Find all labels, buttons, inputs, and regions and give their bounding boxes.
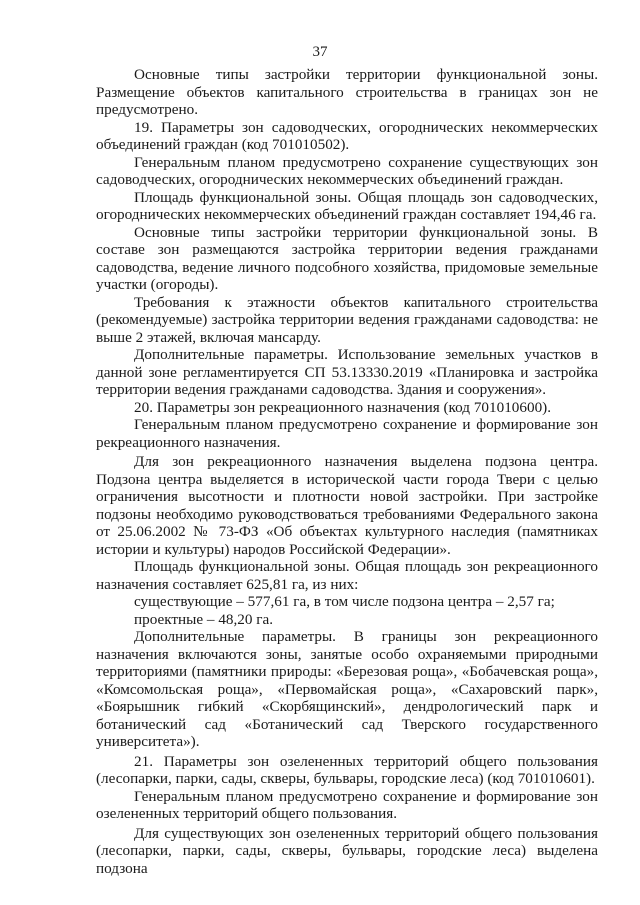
paragraph: Дополнительные параметры. Использование земельных участков в данной зоне регламентируется СП 53.13330.2019 «Планировка и застройка территории ведения гражданами садоводства. Здания и сооружения». [96, 346, 598, 398]
paragraph: Генеральным планом предусмотрено сохранение существующих зон садоводческих, огороднических некоммерческих объединений граждан. [96, 153, 598, 188]
paragraph: Площадь функциональной зоны. Общая площадь зон рекреационного назначения составляет 625,81 га, из них: [96, 558, 598, 593]
paragraph: Для зон рекреационного назначения выделена подзона центра. Подзона центра выделяется в исторической части города Твери с целью ограничения высотности и плотности новой застройки. При застройке подзоны необходимо руководствоваться требованиями Федерального закона от 25.06.2002 № 73-ФЗ «Об объектах культурного наследия (памятниках истории и культуры) народов Российской Федерации». [96, 453, 598, 558]
paragraph: Основные типы застройки территории функциональной зоны. Размещение объектов капитального строительства в границах зон не предусмотрено. [96, 66, 598, 118]
list-item: проектные – 48,20 га. [134, 610, 274, 628]
paragraph: Для существующих зон озелененных территорий общего пользования (лесопарки, парки, сады, скверы, бульвары, городские леса) выделена подзона [96, 824, 598, 877]
section-heading: 21. Параметры зон озелененных территорий общего пользования (лесопарки, парки, сады, скверы, бульвары, городские леса) (код 701010601). [96, 752, 598, 787]
section-heading: 20. Параметры зон рекреационного назначения (код 701010600). [134, 398, 552, 416]
section-heading: 19. Параметры зон садоводческих, огороднических некоммерческих объединений граждан (код 701010502). [96, 118, 598, 153]
paragraph: Генеральным планом предусмотрено сохранение и формирование зон озелененных территорий общего пользования. [96, 787, 598, 822]
paragraph: Дополнительные параметры. В границы зон рекреационного назначения включаются зоны, занятые особо охраняемыми природными территориями (памятники природы: «Березовая роща», «Бобачевская роща», «Комсомольская роща», «Первомайская роща», «Сахаровский парк», «Боярышник гибкий «Скорбящинский», дендрологический парк и ботанический сад «Ботанический сад Тверского государственного университета»). [96, 628, 598, 750]
paragraph: Основные типы застройки территории функциональной зоны. В составе зон размещаются застройка территории ведения гражданами садоводства, ведение личного подсобного хозяйства, придомовые земельные участки (огороды). [96, 223, 598, 293]
paragraph: Площадь функциональной зоны. Общая площадь зон садоводческих, огороднических некоммерческих объединений граждан составляет 194,46 га. [96, 188, 598, 223]
paragraph: Генеральным планом предусмотрено сохранение и формирование зон рекреационного назначения. [96, 416, 598, 451]
document-body [96, 66, 598, 877]
page-number: 37 [312, 44, 328, 60]
list-item: существующие – 577,61 га, в том числе подзона центра – 2,57 га; [134, 593, 555, 610]
paragraph: Требования к этажности объектов капитального строительства (рекомендуемые) застройка территории ведения гражданами садоводства: не выше 2 этажей, включая мансарду. [96, 293, 598, 346]
